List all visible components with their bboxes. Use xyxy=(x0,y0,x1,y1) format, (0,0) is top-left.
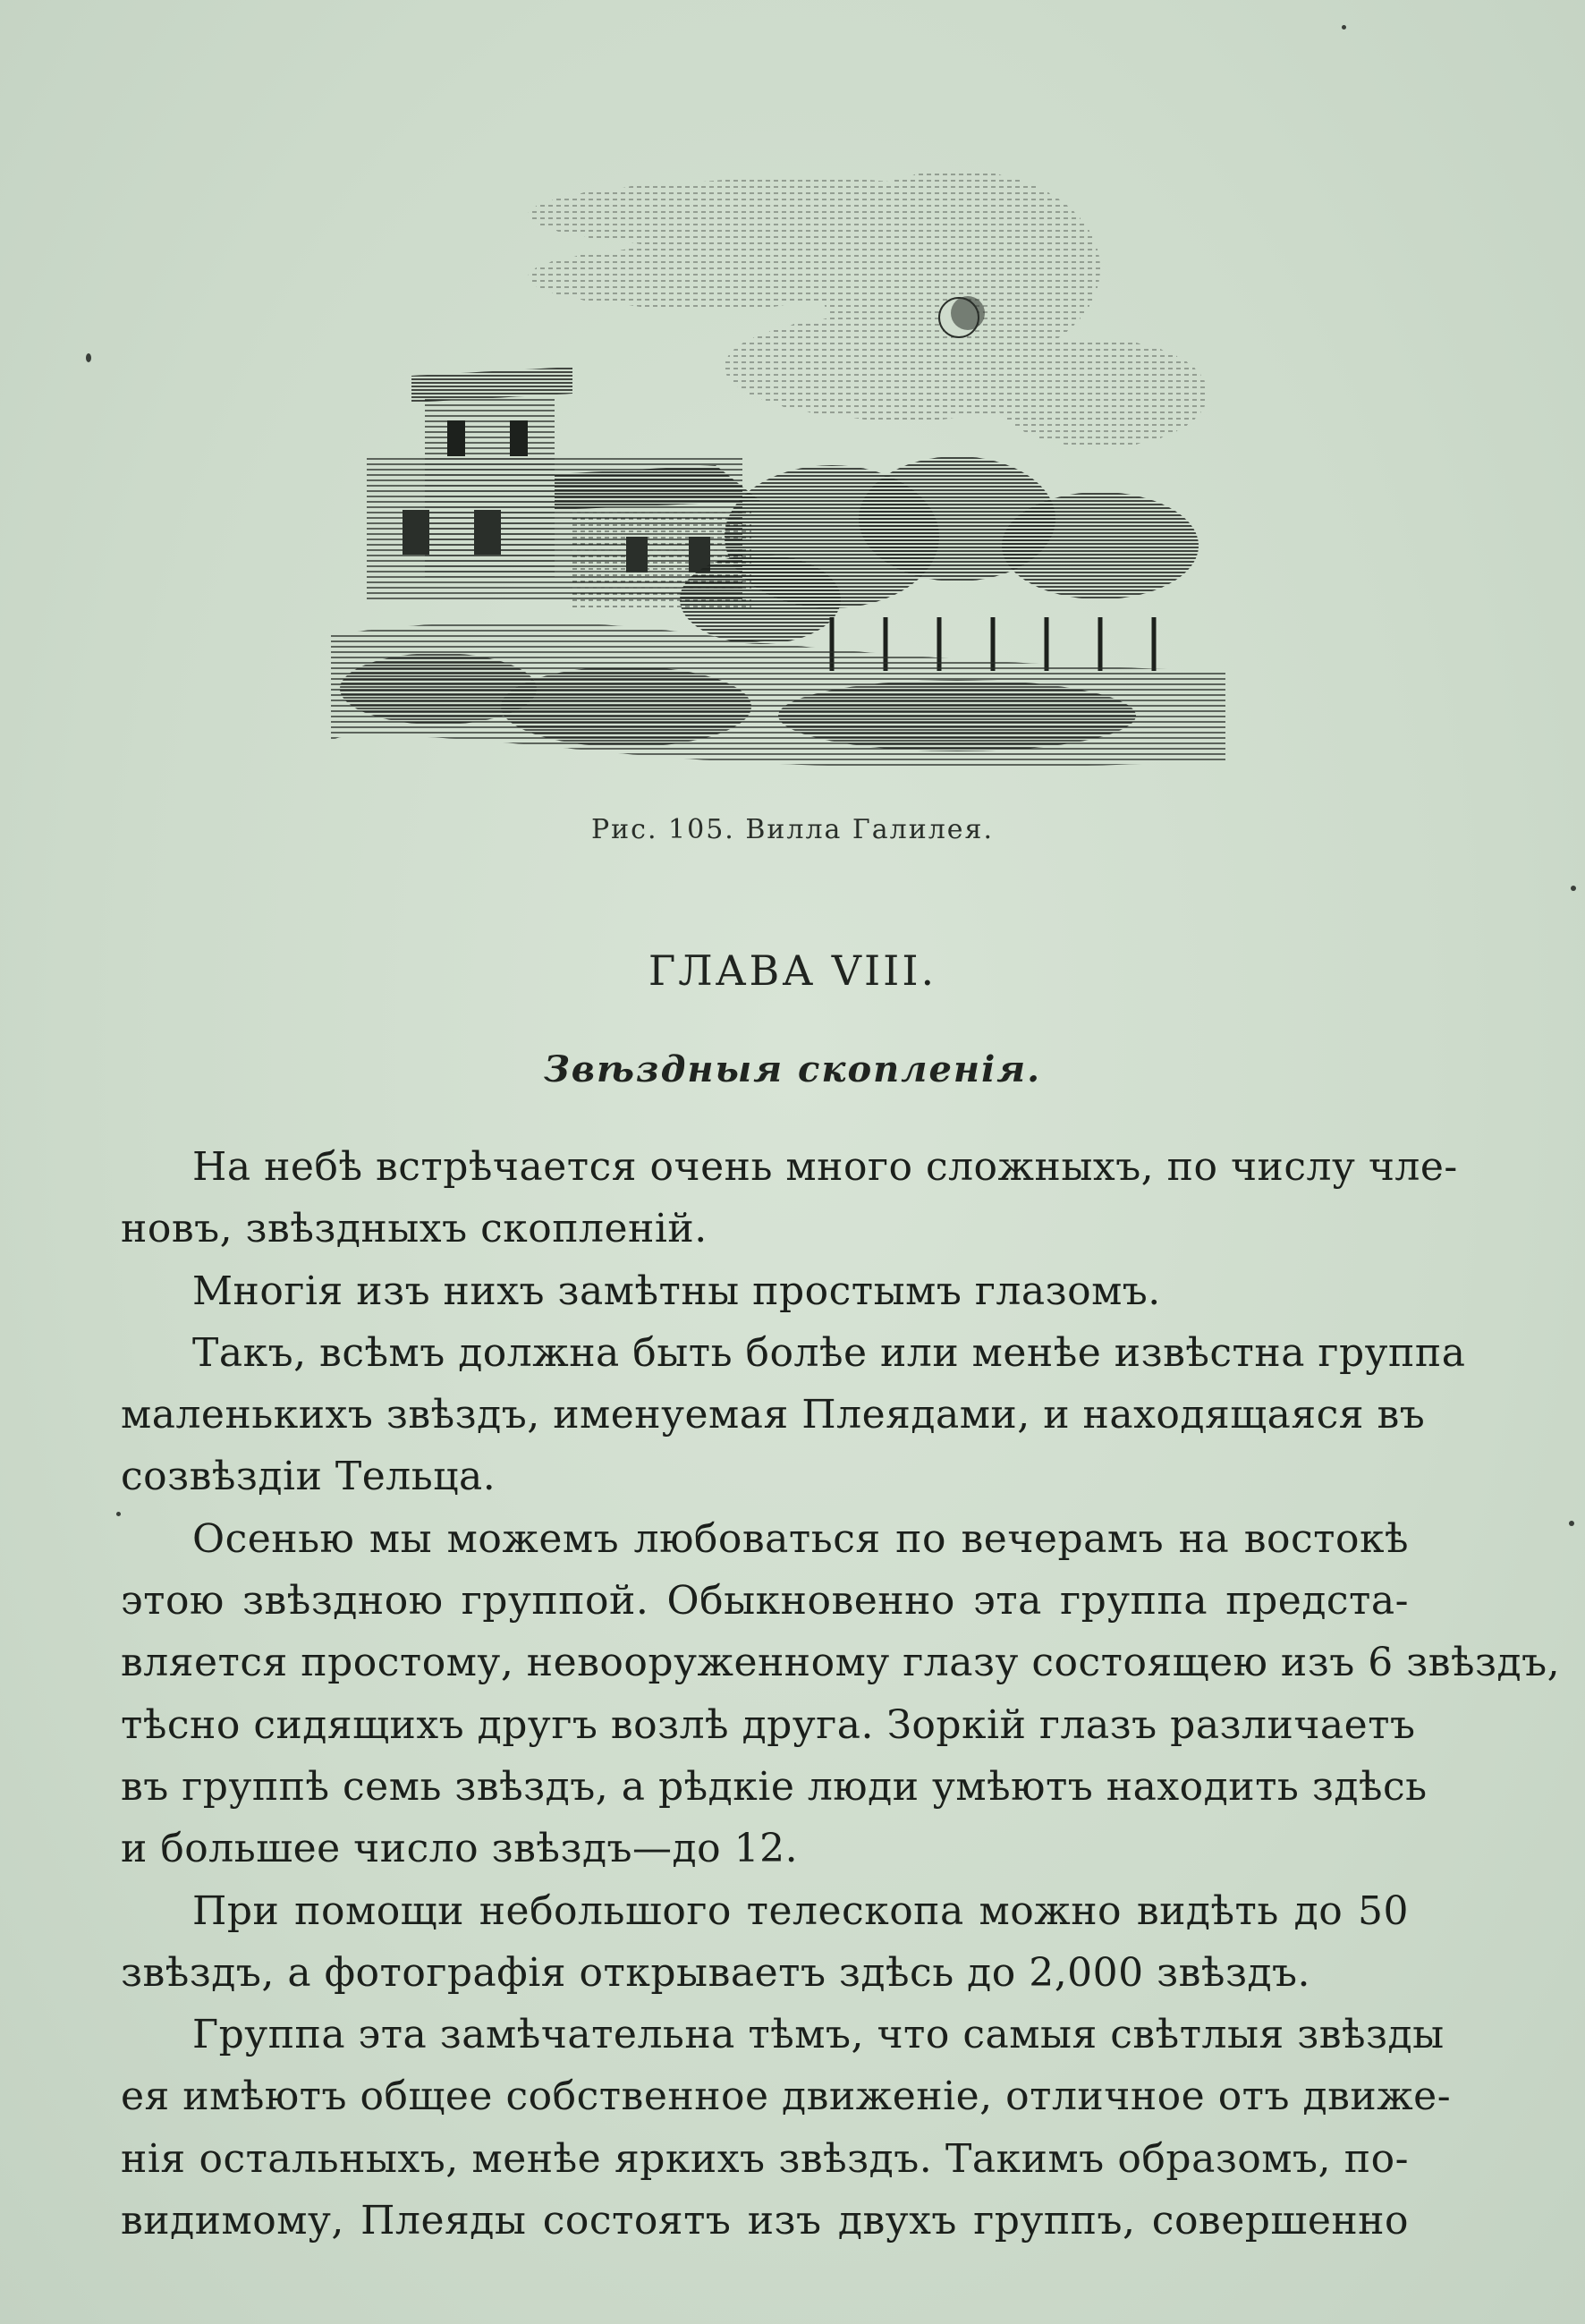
paragraph-line: На небѣ встрѣчается очень много сложныхъ, по числу чле- xyxy=(192,1144,1458,1190)
print-speck xyxy=(1569,1521,1574,1526)
paragraph-line: и большее число звѣздъ—до 12. xyxy=(121,1826,799,1872)
paragraph-line: При помощи небольшого телескопа можно видѣть до 50 xyxy=(192,1887,1409,1934)
print-speck xyxy=(86,353,91,362)
paragraph-line: видимому, Плеяды состоятъ изъ двухъ группъ, совершенно xyxy=(121,2198,1409,2244)
paragraph-line: новъ, звѣздныхъ скопленій. xyxy=(121,1206,708,1252)
chapter-title: ГЛАВА VIII. xyxy=(648,946,937,995)
paragraph-line: созвѣздіи Тельца. xyxy=(121,1454,496,1500)
paragraph-line: тѣсно сидящихъ другъ возлѣ друга. Зоркій глазъ различаетъ xyxy=(121,1701,1416,1748)
print-speck xyxy=(1571,886,1576,891)
paragraph-line: Многія изъ нихъ замѣтны простымъ глазомъ. xyxy=(192,1268,1161,1314)
chapter-subtitle: Звѣздныя скопленія. xyxy=(543,1048,1042,1090)
print-speck xyxy=(1342,25,1346,30)
paragraph-line: Такъ, всѣмъ должна быть болѣе или менѣе извѣстна группа xyxy=(192,1329,1466,1376)
paragraph-line: этою звѣздною группой. Обыкновенно эта группа предста- xyxy=(121,1578,1409,1624)
print-speck xyxy=(116,1512,121,1516)
tree-line xyxy=(680,456,1199,644)
paragraph-line: вляется простому, невооруженному глазу состоящею изъ 6 звѣздъ, xyxy=(121,1640,1561,1686)
body-text xyxy=(121,1136,1561,2252)
paragraph-line: звѣздъ, а фотографія открываетъ здѣсь до 2,000 звѣздъ. xyxy=(121,1949,1311,1996)
paragraph-line: ея имѣютъ общее собственное движеніе, отличное отъ движе- xyxy=(121,2074,1452,2120)
paragraph-line: нія остальныхъ, менѣе яркихъ звѣздъ. Такимъ образомъ, по- xyxy=(121,2135,1409,2182)
paragraph-line: Группа эта замѣчательна тѣмъ, что самыя свѣтлыя звѣзды xyxy=(192,2012,1445,2058)
paragraph-line: Осенью мы можемъ любоваться по вечерамъ на востокѣ xyxy=(192,1515,1409,1562)
villa-galileo-engraving xyxy=(331,134,1225,778)
sky-hatching xyxy=(528,170,1208,447)
paragraph-line: маленькихъ звѣздъ, именуемая Плеядами, и находящаяся въ xyxy=(121,1392,1426,1438)
paragraph-line: въ группѣ семь звѣздъ, а рѣдкіе люди умѣютъ находить здѣсь xyxy=(121,1763,1428,1810)
figure-caption: Рис. 105. Вилла Галилея. xyxy=(590,814,995,845)
